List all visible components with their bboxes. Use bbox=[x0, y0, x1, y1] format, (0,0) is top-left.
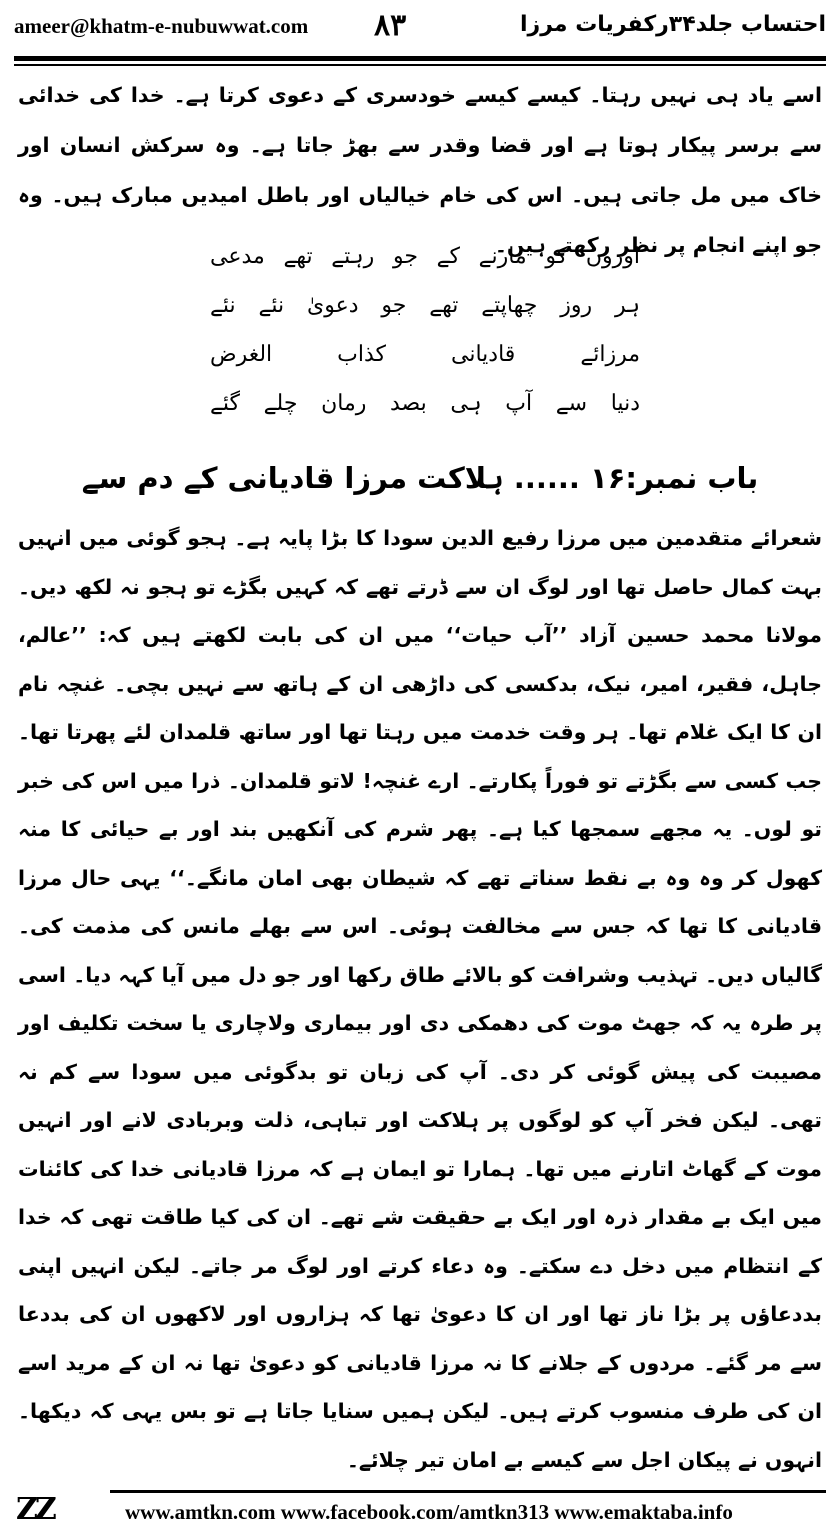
header-email: ameer@khatm-e-nubuwwat.com bbox=[14, 14, 309, 38]
paragraph-intro: اسے یاد ہی نہیں رہتا۔ کیسے کیسے خودسری کے دعوی کرتا ہے۔ خدا کی خدائی سے برسر پیکار ہوتا ہے اور قضا وقدر سے بھڑ جاتا ہے۔ وہ سرکش انسان اور خاک میں مل جاتی ہیں۔ اس کی خام خیالیاں اور باطل امیدیں مبارک ہیں۔ وہ جو اپنے انجام پر نظر رکھتے ہیں۔ bbox=[18, 83, 822, 257]
footer-links: www.amtkn.com www.facebook.com/amtkn313 www.emaktaba.info bbox=[125, 1500, 733, 1524]
poem-line: مرزائے قادیانی کذاب الغرض bbox=[210, 342, 640, 367]
header-page-number: ۸۳ bbox=[374, 8, 407, 43]
chapter-heading: باب نمبر:۱۶ ...... ہلاکت مرزا قادیانی کے دم سے bbox=[81, 461, 759, 495]
footer-page-marker: ZZ bbox=[16, 1492, 54, 1527]
footer-rule bbox=[110, 1490, 826, 1493]
header-book-title: احتساب جلد۳۴رکفریات مرزا bbox=[520, 12, 826, 37]
poem-line: ہر روز چھاپتے تھے جو دعویٰ نئے نئے bbox=[210, 293, 640, 318]
poem-block bbox=[210, 232, 640, 428]
page-header bbox=[14, 10, 826, 50]
poem-line: اوروں کو مارنے کے جو رہتے تھے مدعی bbox=[210, 244, 640, 269]
header-rule-thick bbox=[14, 56, 826, 61]
poem-line: دنیا سے آپ ہی بصد رمان چلے گئے bbox=[210, 391, 640, 416]
header-rule-thin bbox=[14, 64, 826, 66]
paragraph-body: شعرائے متقدمین میں مرزا رفیع الدین سودا کا بڑا پایہ ہے۔ ہجو گوئی میں انہیں بہت کمال حاصل تھا اور لوگ ان سے ڈرتے تھے کہ کہیں بگڑے تو ہجو نہ لکھ دیں۔ مولانا محمد حسین آزاد ’’آب حیات‘‘ میں ان کی بابت لکھتے ہیں کہ: ’’عالم، جاہل، فقیر، امیر، نیک، بدکسی کی داڑھی ان کے ہاتھ سے نہیں بچی۔ غنچہ نام ان کا ایک غلام تھا۔ ہر وقت خدمت میں رہتا تھا اور ساتھ قلمدان لئے پھرتا تھا۔ جب کسی سے بگڑتے تو فوراً پکارتے۔ ارے غنچہ! لاتو قلمدان۔ ذرا میں اس کی خبر تو لوں۔ یہ مجھے سمجھا کیا ہے۔ پھر شرم کی آنکھیں بند اور بے حیائی کا منہ کھول کر وہ وہ بے نقط سناتے تھے کہ شیطان بھی امان مانگے۔‘‘ یہی حال مرزا قادیانی کا تھا کہ جس سے مخالفت ہوئی۔ اس سے بھلے مانس کی مذمت کی۔ گالیاں دیں۔ تہذیب وشرافت کو بالائے طاق رکھا اور جو دل میں آیا کہہ دیا۔ اسی پر طرہ یہ کہ جھٹ موت کی دھمکی دی اور بیماری ولاچاری یا سخت تکلیف اور مصیبت کی پیش گوئی کر دی۔ آپ کی زبان تو بدگوئی میں سودا سے کم نہ تھی۔ لیکن فخر آپ کو لوگوں پر ہلاکت اور تباہی، ذلت وبربادی لانے اور انہیں موت کے گھاٹ اتارنے میں تھا۔ ہمارا تو ایمان ہے کہ مرزا قادیانی خدا کی کائنات میں ایک بے مقدار ذرہ اور ایک بے حقیقت شے تھے۔ ان کی کیا طاقت تھی کہ خدا کے انتظام میں دخل دے سکتے۔ وہ دعاء کرتے اور لوگ مر جاتے۔ لیکن انہیں اپنی بددعاؤں پر بڑا ناز تھا اور ان کا دعویٰ تھا کہ ہزاروں اور لاکھوں ان کی بددعا سے مر گئے۔ مردوں کے جلانے کا نہ مرزا قادیانی کو دعویٰ تھا نہ ان کے مرید اسے ان کی طرف منسوب کرتے ہیں۔ لیکن ہمیں سنایا جاتا ہے تو بس یہی کہ دیکھا۔ انہوں نے پیکان اجل سے کیسے بے امان تیر چلائے۔ bbox=[18, 526, 822, 1472]
